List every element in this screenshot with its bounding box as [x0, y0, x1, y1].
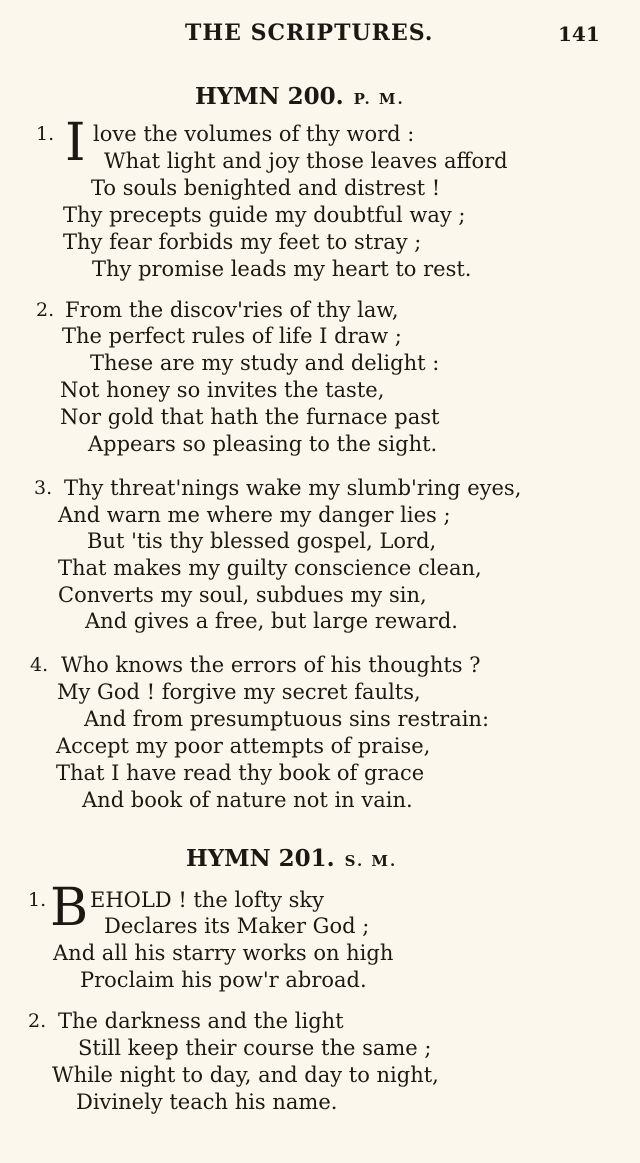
- verse-line: That makes my guilty conscience clean,: [58, 556, 482, 580]
- verse-line: And warn me where my danger lies ;: [58, 503, 451, 527]
- verse-line: From the discov'ries of thy law,: [65, 298, 399, 322]
- hymn-number: HYMN 200.: [195, 83, 344, 110]
- verse-line: While night to day, and day to night,: [52, 1063, 439, 1087]
- verse-line: What light and joy those leaves afford: [104, 149, 508, 173]
- hymn-number: HYMN 201.: [186, 845, 335, 872]
- verse-line: Thy fear forbids my feet to stray ;: [63, 230, 422, 254]
- verse-line: And book of nature not in vain.: [82, 788, 413, 812]
- verse-number: 1.: [28, 889, 47, 911]
- hymn-title: [186, 845, 397, 872]
- verse-line: EHOLD ! the lofty sky: [90, 888, 324, 912]
- verse-line: Accept my poor attempts of praise,: [56, 734, 431, 758]
- verse-line: Not honey so invites the taste,: [60, 378, 385, 402]
- verse-number: 2.: [28, 1010, 47, 1032]
- verse-line: That I have read thy book of grace: [56, 761, 425, 785]
- verse-line: Proclaim his pow'r abroad.: [80, 968, 367, 992]
- verse-line: Declares its Maker God ;: [104, 914, 370, 938]
- drop-cap: B: [50, 878, 89, 938]
- verse-line: Who knows the errors of his thoughts ?: [61, 653, 481, 677]
- verse-line: The perfect rules of life I draw ;: [62, 324, 402, 348]
- verse-line: Appears so pleasing to the sight.: [88, 432, 438, 456]
- hymn-meter: P. M.: [353, 90, 405, 108]
- verse-line: love the volumes of thy word :: [93, 122, 415, 146]
- verse-line: And gives a free, but large reward.: [85, 609, 458, 633]
- verse-number: 1.: [36, 123, 55, 145]
- verse-line: Thy threat'nings wake my slumb'ring eyes,: [64, 476, 522, 500]
- verse-line: These are my study and delight :: [90, 351, 440, 375]
- verse-line: But 'tis thy blessed gospel, Lord,: [87, 529, 437, 553]
- verse-line: To souls benighted and distrest !: [91, 176, 441, 200]
- hymn-title: [195, 83, 405, 110]
- verse-line: Thy precepts guide my doubtful way ;: [63, 203, 466, 227]
- verse-line: And all his starry works on high: [53, 941, 394, 965]
- drop-cap: I: [65, 113, 86, 173]
- verse-line: Nor gold that hath the furnace past: [60, 405, 440, 429]
- verse-line: My God ! forgive my secret faults,: [57, 680, 421, 704]
- verse-line: The darkness and the light: [58, 1009, 344, 1033]
- verse-line: Converts my soul, subdues my sin,: [58, 583, 427, 607]
- verse-line: Thy promise leads my heart to rest.: [92, 257, 472, 281]
- running-head: THE SCRIPTURES.: [185, 20, 434, 46]
- verse-line: Still keep their course the same ;: [78, 1036, 432, 1060]
- verse-line: Divinely teach his name.: [76, 1090, 338, 1114]
- verse-number: 2.: [36, 299, 55, 321]
- verse-line: And from presumptuous sins restrain:: [84, 707, 490, 731]
- hymn-meter: S. M.: [344, 852, 398, 870]
- page-number: 141: [558, 22, 600, 46]
- verse-number: 4.: [30, 654, 49, 676]
- verse-number: 3.: [34, 477, 53, 499]
